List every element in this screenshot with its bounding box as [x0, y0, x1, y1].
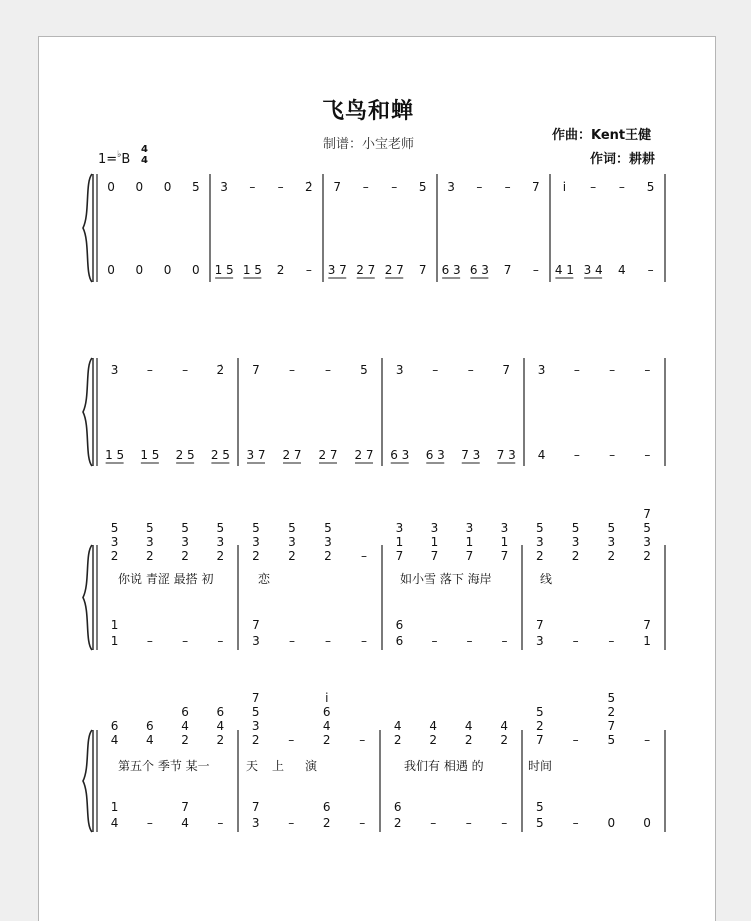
treble-note: 5 — [571, 521, 580, 535]
treble-note: – — [618, 180, 625, 194]
treble-note: 7 — [502, 363, 511, 377]
treble-note: 7 — [252, 363, 260, 377]
treble-note: 5 — [181, 521, 189, 535]
treble-note: 7 — [251, 691, 260, 705]
bass-note: – — [572, 634, 579, 648]
treble-note: 2̇ — [305, 180, 313, 194]
treble-note: 5 — [646, 180, 655, 194]
treble-note: 3 — [571, 535, 580, 549]
bass-note: – — [466, 634, 473, 648]
bass-note: – — [146, 634, 153, 648]
treble-note: 5 — [192, 180, 200, 194]
bass-note: 7 3 — [461, 448, 481, 462]
treble-note: 2 — [643, 549, 651, 563]
treble-note: 5 — [288, 521, 296, 535]
treble-note: – — [146, 363, 153, 377]
bass-note: 6 3 — [425, 448, 445, 462]
bass-note: 6 — [322, 800, 331, 814]
treble-note: 1 — [465, 535, 474, 549]
grand-staff-brace — [83, 358, 92, 466]
bass-note: 4 — [181, 816, 189, 830]
treble-note: – — [572, 733, 579, 747]
bass-note: 0 — [135, 263, 144, 277]
treble-note: 5 — [146, 521, 154, 535]
treble-note: 1 — [430, 535, 439, 549]
treble-note: 2 — [252, 549, 260, 563]
bass-note: – — [359, 816, 366, 830]
treble-note: 6 — [322, 705, 331, 719]
treble-note: 2 — [536, 549, 544, 563]
treble-note: – — [359, 733, 366, 747]
treble-note: – — [391, 180, 398, 194]
treble-note: – — [289, 363, 295, 377]
treble-note: 3 — [607, 535, 616, 549]
bass-note: – — [465, 816, 472, 830]
bass-note: 1 5 — [140, 448, 160, 462]
treble-note: 3 — [430, 521, 439, 535]
bass-note: 1 5 — [242, 263, 262, 277]
treble-note: 5 — [324, 521, 332, 535]
lyric-text: 上 — [272, 759, 285, 773]
treble-note: 0 — [163, 180, 172, 194]
bass-note: – — [289, 634, 295, 648]
treble-note: 4 — [181, 719, 189, 733]
treble-note: – — [476, 180, 483, 194]
treble-note: – — [182, 363, 189, 377]
treble-note: 4 — [393, 719, 402, 733]
bass-note: 3 7 — [246, 448, 266, 462]
treble-note: 4 — [322, 719, 331, 733]
treble-note: 2 — [464, 733, 473, 747]
bass-note: – — [217, 816, 224, 830]
bass-note: – — [217, 634, 224, 648]
treble-note: 5 — [251, 705, 260, 719]
bass-note: 2 — [393, 816, 402, 830]
treble-note: 3 — [465, 521, 474, 535]
bass-note: 0 — [192, 263, 200, 277]
bass-note: 6 — [395, 634, 404, 648]
treble-note: 3 — [536, 535, 544, 549]
lyric-text: 天 — [246, 759, 259, 773]
treble-note: 7 — [643, 507, 651, 521]
bass-note: 4 — [110, 816, 119, 830]
bass-note: 6 — [395, 618, 404, 632]
treble-note: 5 — [110, 521, 119, 535]
treble-note: 4 — [464, 719, 473, 733]
key-note: B — [121, 152, 131, 167]
treble-note: 7 — [465, 549, 474, 563]
time-sig-top: 4 — [141, 144, 148, 155]
treble-note: 2 — [536, 719, 544, 733]
grand-staff-brace — [83, 545, 92, 650]
treble-note: 3 — [537, 363, 546, 377]
bass-note: 6 3 — [469, 263, 489, 277]
bass-note: 6 3 — [390, 448, 410, 462]
song-title: 飞鸟和蝉 — [322, 99, 415, 124]
treble-note: 3 — [252, 535, 260, 549]
time-sig-bottom: 4 — [141, 155, 148, 166]
bass-note: 7 — [503, 263, 512, 277]
treble-note: 1 — [500, 535, 509, 549]
treble-note: 3 — [146, 535, 154, 549]
bass-note: 2 7 — [282, 448, 302, 462]
treble-note: 4 — [146, 733, 154, 747]
treble-note: – — [362, 180, 369, 194]
treble-note: 2 — [146, 549, 154, 563]
bass-note: – — [647, 263, 654, 277]
bass-note: 1 — [643, 634, 651, 648]
treble-note: 4 — [110, 733, 119, 747]
treble-note: 5 — [536, 521, 544, 535]
treble-note: 2 — [181, 733, 189, 747]
grand-staff-brace — [83, 174, 92, 282]
bass-note: – — [644, 448, 651, 462]
grand-staff-brace — [83, 730, 92, 832]
lyric-text: 我们有 相遇 的 — [404, 759, 484, 773]
bass-note: 1 — [110, 800, 119, 814]
bass-note: 2 7 — [354, 448, 374, 462]
treble-note: 2 — [393, 733, 402, 747]
bass-note: – — [609, 448, 616, 462]
bass-note: 2 7 — [318, 448, 338, 462]
bass-note: 7 — [418, 263, 427, 277]
treble-note: – — [609, 363, 616, 377]
bass-note: 6 3 — [441, 263, 461, 277]
bass-note: – — [288, 816, 295, 830]
treble-note: – — [504, 180, 511, 194]
treble-note: 4 — [500, 719, 509, 733]
treble-note: – — [249, 180, 256, 194]
bass-note: 5 — [536, 800, 544, 814]
treble-note: – — [467, 363, 474, 377]
treble-note: 5 — [418, 180, 427, 194]
treble-note: 3 — [395, 521, 404, 535]
treble-note: – — [277, 180, 284, 194]
treble-note: 2 — [181, 549, 189, 563]
bass-note: 2 5 — [175, 448, 195, 462]
treble-note: 2 — [251, 733, 260, 747]
treble-note: 6 — [216, 705, 225, 719]
treble-note: 5 — [252, 521, 260, 535]
treble-note: – — [573, 363, 580, 377]
treble-note: i — [325, 691, 329, 705]
bass-note: – — [501, 816, 508, 830]
bass-note: 4 — [537, 448, 546, 462]
bass-note: 2 — [322, 816, 331, 830]
bass-note: 4 — [618, 263, 626, 277]
treble-note: – — [288, 733, 295, 747]
treble-note: 3 — [220, 180, 228, 194]
lyric-text: 你说 青涩 最搭 初 — [118, 572, 214, 586]
bass-note: 5 — [536, 816, 544, 830]
treble-note: 3 — [216, 535, 225, 549]
lyric-text: 恋 — [258, 572, 271, 586]
treble-note: 5 — [360, 363, 368, 377]
bass-note: 3 — [252, 634, 260, 648]
bass-note: – — [146, 816, 153, 830]
bass-note: 7 — [252, 618, 260, 632]
key-prefix: 1= — [98, 152, 118, 167]
flat-sign: ♭ — [117, 150, 122, 160]
bass-note: 3 — [251, 816, 260, 830]
bass-note: – — [182, 634, 189, 648]
treble-note: 0 — [135, 180, 144, 194]
bass-note: – — [573, 448, 580, 462]
treble-note: i̇ — [562, 180, 567, 194]
treble-note: 3 — [110, 363, 119, 377]
bass-note: – — [532, 263, 539, 277]
treble-note: 5 — [607, 691, 616, 705]
bass-note: 2 — [276, 263, 285, 277]
treble-note: 3 — [181, 535, 189, 549]
treble-note: 4 — [216, 719, 225, 733]
lyric-text: 时间 — [528, 759, 553, 773]
bass-note: 7 — [181, 800, 189, 814]
treble-note: 2 — [571, 549, 580, 563]
bass-note: 3 4 — [583, 263, 603, 277]
bass-note: – — [361, 634, 367, 648]
treble-note: 5 — [536, 705, 544, 719]
treble-note: – — [644, 363, 651, 377]
treble-note: 7 — [532, 180, 540, 194]
treble-note: 0 — [107, 180, 115, 194]
bass-note: 3 — [536, 634, 544, 648]
lyric-text: 第五个 季节 某一 — [118, 759, 210, 773]
treble-note: 2 — [607, 549, 616, 563]
treble-note: 6 — [181, 705, 189, 719]
treble-note: 7 — [333, 180, 342, 194]
bass-note: 2 7 — [356, 263, 376, 277]
bass-note: 7 — [251, 800, 260, 814]
bass-note: 0 — [163, 263, 172, 277]
treble-note: 2 — [216, 733, 225, 747]
lyricist-credit: 作词：耕耕 — [590, 152, 656, 167]
treble-note: 2 — [322, 733, 331, 747]
treble-note: 7 — [430, 549, 439, 563]
bass-note: 6 — [393, 800, 402, 814]
lyric-text: 如小雪 落下 海岸 — [400, 572, 492, 586]
treble-note: 7 — [536, 733, 544, 747]
treble-note: 7 — [500, 549, 509, 563]
treble-note: 2 — [607, 705, 616, 719]
bass-note: 1 — [110, 634, 119, 648]
bass-note: 7 3 — [496, 448, 516, 462]
treble-note: 6 — [110, 719, 119, 733]
bass-note: – — [325, 634, 331, 648]
composer-credit: 作曲：Kent王健 — [552, 128, 652, 143]
bass-note: 2 7 — [384, 263, 404, 277]
bass-note: – — [572, 816, 579, 830]
treble-note: 5 — [607, 733, 616, 747]
transcriber-credit: 制谱：小宝老师 — [323, 137, 415, 152]
bass-note: 0 — [107, 263, 115, 277]
treble-note: – — [325, 363, 331, 377]
bass-note: 2 5 — [210, 448, 230, 462]
bass-note: – — [608, 634, 615, 648]
treble-note: – — [590, 180, 597, 194]
treble-note: 3 — [447, 180, 455, 194]
treble-note: 5 — [643, 521, 651, 535]
bass-note: 1 5 — [214, 263, 234, 277]
lyric-text: 线 — [540, 572, 553, 586]
treble-note: 3 — [395, 363, 404, 377]
treble-note: 5 — [216, 521, 225, 535]
treble-note: 2 — [500, 733, 509, 747]
bass-note: – — [431, 634, 438, 648]
bass-note: 0 — [607, 816, 616, 830]
treble-note: – — [361, 549, 367, 563]
bass-note: – — [305, 263, 312, 277]
treble-note: 2 — [288, 549, 296, 563]
bass-note: – — [430, 816, 437, 830]
treble-note: 3 — [110, 535, 119, 549]
treble-note: – — [432, 363, 439, 377]
bass-note: 3 7 — [327, 263, 347, 277]
bass-note: 4 1 — [554, 263, 574, 277]
treble-note: 1 — [395, 535, 404, 549]
treble-note: 4 — [429, 719, 438, 733]
treble-note: 3 — [643, 535, 651, 549]
treble-note: 2 — [324, 549, 332, 563]
treble-note: 3 — [251, 719, 260, 733]
bass-note: 7 — [643, 618, 651, 632]
bass-note: 1 — [110, 618, 119, 632]
treble-note: 2 — [110, 549, 119, 563]
treble-note: 2̇ — [216, 363, 225, 377]
bass-note: 1 5 — [105, 448, 125, 462]
treble-note: 2 — [429, 733, 438, 747]
treble-note: – — [644, 733, 651, 747]
treble-note: 3 — [288, 535, 296, 549]
treble-note: 3 — [324, 535, 332, 549]
treble-note: 5 — [607, 521, 616, 535]
treble-note: 2 — [216, 549, 225, 563]
treble-note: 7 — [395, 549, 404, 563]
treble-note: 3 — [500, 521, 509, 535]
bass-note: 7 — [536, 618, 544, 632]
bass-note: – — [501, 634, 508, 648]
bass-note: 0 — [643, 816, 651, 830]
treble-note: 7 — [607, 719, 616, 733]
treble-note: 6 — [146, 719, 154, 733]
lyric-text: 演 — [305, 759, 318, 773]
